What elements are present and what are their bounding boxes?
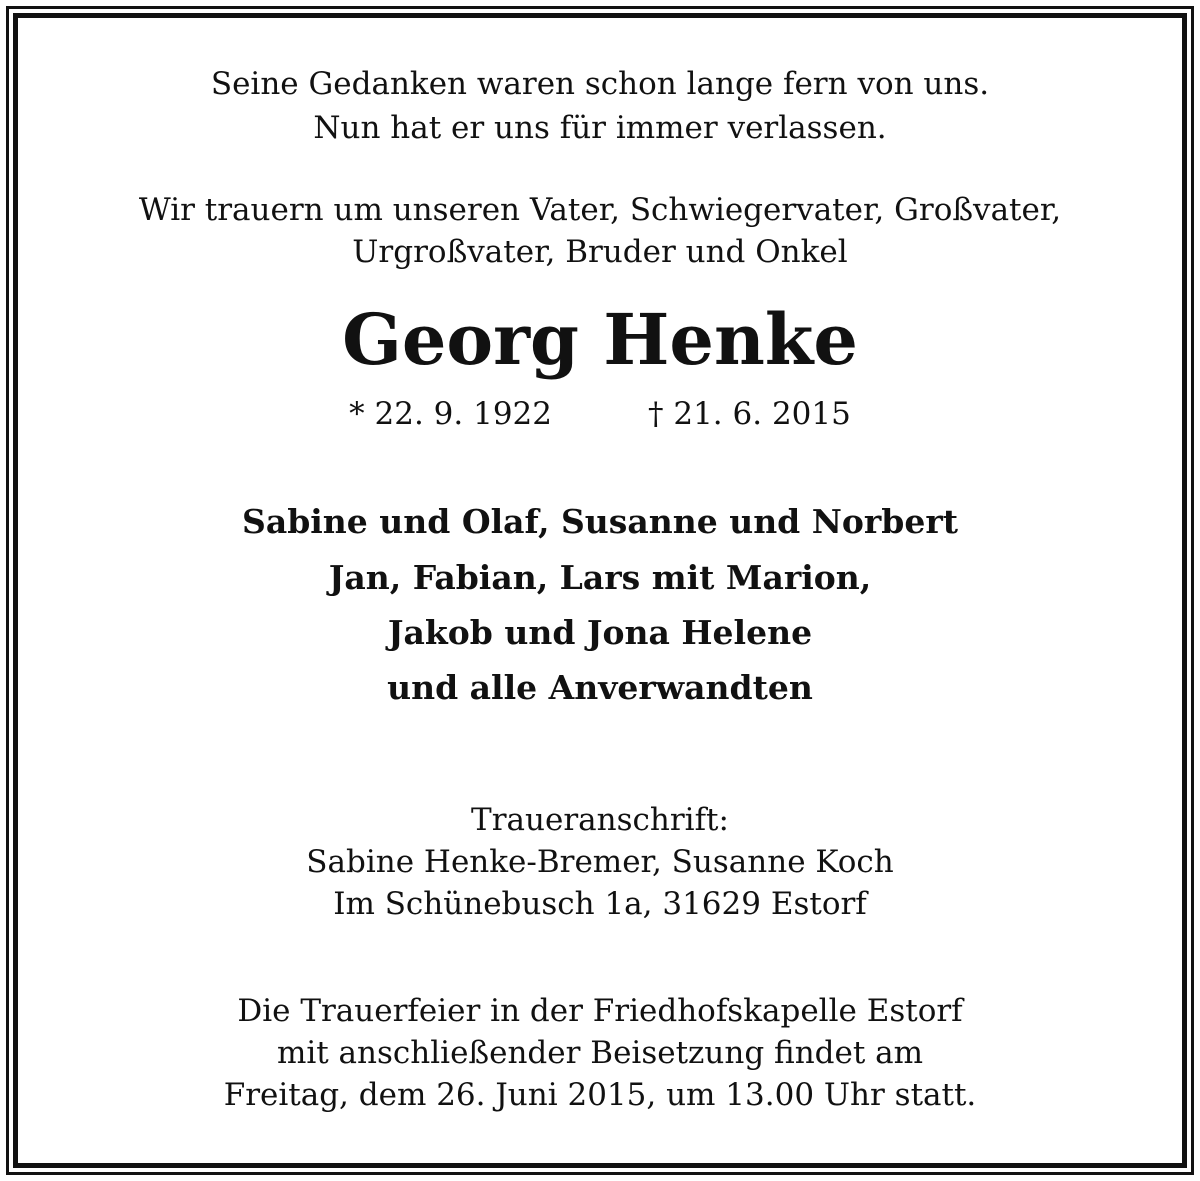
ceremony-line-2: mit anschließender Beisetzung findet am <box>276 1035 924 1071</box>
mourning-line-2: Urgroßvater, Bruder und Onkel <box>352 234 848 270</box>
address-label: Traueranschrift: <box>471 802 729 838</box>
address-street: Im Schünebusch 1a, 31629 Estorf <box>333 886 867 922</box>
death-date: † 21. 6. 2015 <box>648 396 851 432</box>
intro-line-2: Nun hat er uns für immer verlassen. <box>313 110 887 146</box>
ceremony-line-1: Die Trauerfeier in der Friedhofskapelle Estorf <box>237 993 963 1029</box>
family-line-1: Sabine und Olaf, Susanne und Norbert <box>241 502 959 541</box>
family-line-4: und alle Anverwandten <box>387 668 813 707</box>
address-names: Sabine Henke-Bremer, Susanne Koch <box>306 844 894 880</box>
ceremony-line-3: Freitag, dem 26. Juni 2015, um 13.00 Uhr statt. <box>223 1077 977 1113</box>
mourning-line-1: Wir trauern um unseren Vater, Schwiegervater, Großvater, <box>138 192 1062 228</box>
deceased-name: Georg Henke <box>342 298 858 381</box>
family-line-3: Jakob und Jona Helene <box>387 613 813 652</box>
birth-date: * 22. 9. 1922 <box>349 396 552 432</box>
intro-line-1: Seine Gedanken waren schon lange fern von uns. <box>210 66 990 102</box>
life-dates <box>18 396 1182 432</box>
family-line-2: Jan, Fabian, Lars mit Marion, <box>328 558 872 597</box>
